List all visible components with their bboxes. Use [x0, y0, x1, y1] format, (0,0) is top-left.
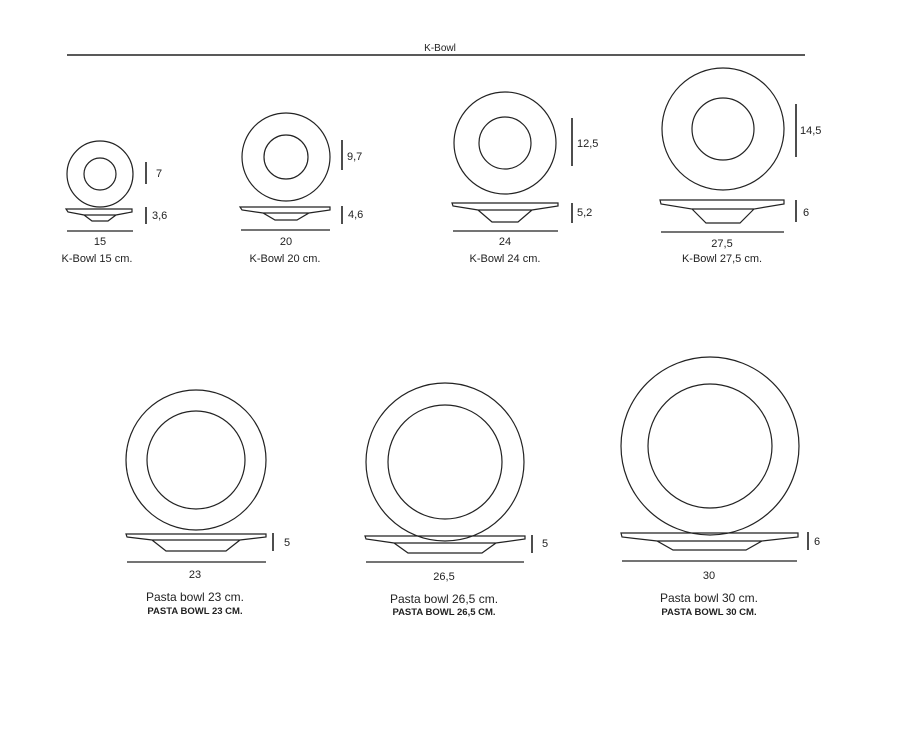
- side-height-label: 5,2: [577, 207, 593, 219]
- top-height-label: 9,7: [347, 151, 363, 163]
- bowl-caption-caps: PASTA BOWL 26,5 CM.: [392, 607, 496, 618]
- top-height-label: 14,5: [800, 125, 822, 137]
- bowl-side-profile: [240, 207, 330, 220]
- width-label: 20: [279, 236, 293, 248]
- side-height-label: 6: [814, 536, 821, 548]
- section-title: K-Bowl: [424, 43, 456, 54]
- side-height-label: 5: [542, 538, 549, 550]
- bowl-caption: K-Bowl 24 cm.: [469, 253, 541, 265]
- side-height-label: 3,6: [152, 210, 168, 222]
- bowl-caption: K-Bowl 27,5 cm.: [681, 253, 763, 265]
- bowl-top-view: [454, 92, 556, 194]
- side-height-label: 5: [284, 537, 291, 549]
- bowl-top-view: [366, 383, 524, 541]
- top-height-label: 7: [156, 168, 163, 180]
- pasta-bowl-23: [126, 390, 290, 617]
- bowl-side-profile: [452, 203, 558, 222]
- width-label: 23: [188, 569, 202, 581]
- bowl-side-profile: [660, 200, 784, 223]
- pasta-bowl-30: [621, 357, 820, 618]
- bowl-caption: Pasta bowl 23 cm.: [145, 590, 245, 604]
- k-bowl-27-5: [660, 68, 821, 265]
- pasta-bowl-26-5: [365, 383, 548, 618]
- bowl-top-view: [621, 357, 799, 535]
- k-bowl-20: [240, 113, 363, 265]
- width-label: 30: [702, 570, 716, 582]
- bowl-top-view: [126, 390, 266, 530]
- side-height-label: 6: [803, 207, 810, 219]
- bowl-side-profile: [126, 534, 266, 551]
- bowl-caption: Pasta bowl 26,5 cm.: [389, 592, 499, 606]
- width-label: 15: [93, 236, 107, 248]
- bowl-side-profile: [365, 536, 525, 553]
- bowl-top-view: [662, 68, 784, 190]
- width-label: 24: [498, 236, 512, 248]
- width-label: 26,5: [433, 571, 455, 583]
- width-label: 27,5: [711, 238, 733, 250]
- k-bowl-24: [452, 92, 598, 265]
- bowl-caption-caps: PASTA BOWL 30 CM.: [661, 607, 757, 618]
- bowl-caption: K-Bowl 15 cm.: [61, 253, 133, 265]
- bowl-top-view: [242, 113, 330, 201]
- bowl-top-view: [67, 141, 133, 207]
- side-height-label: 4,6: [348, 209, 364, 221]
- bowl-side-profile: [66, 209, 132, 221]
- bowl-caption-caps: PASTA BOWL 23 CM.: [147, 606, 243, 617]
- bowl-caption: Pasta bowl 30 cm.: [659, 591, 759, 605]
- top-height-label: 12,5: [577, 138, 599, 150]
- k-bowl-15: [62, 141, 168, 265]
- bowl-caption: K-Bowl 20 cm.: [249, 253, 321, 265]
